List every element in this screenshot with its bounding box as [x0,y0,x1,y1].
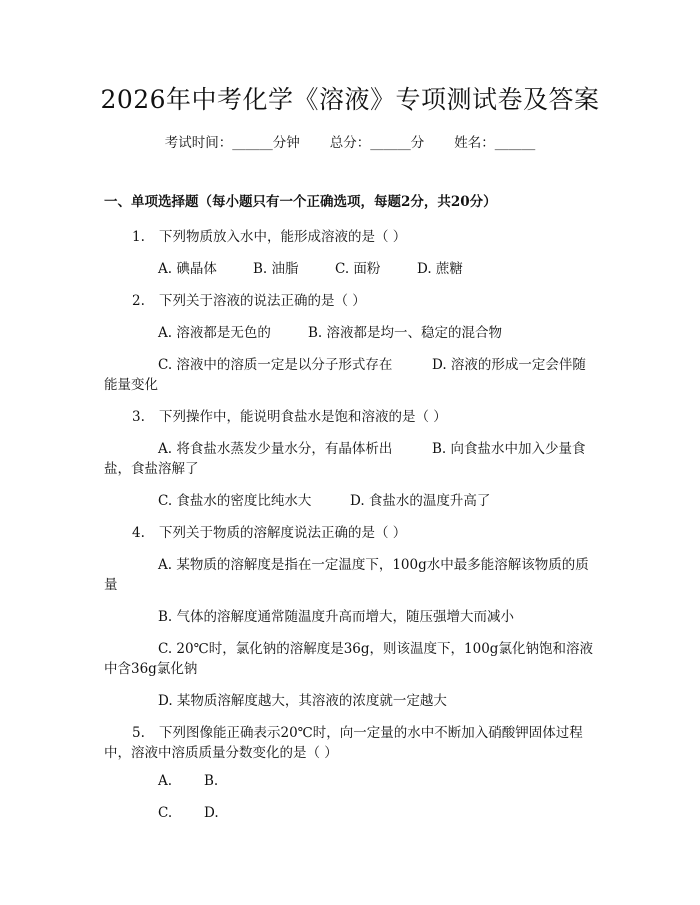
question-stem: 下列关于溶液的说法正确的是（ ） [159,293,366,309]
question-4 [132,521,406,541]
question-number: 4. [132,525,145,541]
option-a: A. 将食盐水蒸发少量水分，有晶体析出 [158,441,393,457]
page-title: 2026年中考化学《溶液》专项测试卷及答案 [100,85,600,114]
question-number: 5. [132,725,145,741]
option-c: C. [158,805,173,821]
name-label: 姓名： [454,135,495,151]
question-5 [132,721,583,741]
option-d: D. [204,805,219,821]
time-label: 考试时间： [164,135,233,151]
name-blank: ______ [494,135,536,151]
option-b: B. 气体的溶解度通常随温度升高而增大，随压强增大而减小 [158,609,515,625]
question-stem-continued: 中，溶液中溶质质量分数变化的是（ ） [104,745,338,761]
option-c: C. 20℃时，氯化钠的溶解度是36g，则该温度下，100g氯化钠饱和溶液 [158,641,593,657]
option-d: D. 食盐水的温度升高了 [350,493,491,509]
question-2 [132,289,366,309]
option-a: A. 溶液都是无色的 [158,325,271,341]
question-3-options-ab [158,437,586,457]
question-stem: 下列操作中，能说明食盐水是饱和溶液的是（ ） [159,409,447,425]
option-b: B. [204,773,219,789]
question-number: 2. [132,293,145,309]
option-b-continued: 盐，食盐溶解了 [104,461,199,477]
question-number: 1. [132,229,145,245]
option-b: B. 向食盐水中加入少量食 [432,441,586,457]
question-2-options-cd [158,353,586,373]
section-heading: 一、单项选择题（每小题只有一个正确选项，每题2分，共20分） [104,194,497,210]
question-3-options-cd [158,489,490,509]
option-b: B. 油脂 [253,261,299,277]
option-a-continued: 量 [104,577,118,593]
option-c: C. 溶液中的溶质一定是以分子形式存在 [158,357,393,373]
option-d: D. 某物质溶解度越大，其溶液的浓度就一定越大 [158,693,447,709]
question-5-options-ab [158,773,218,789]
option-d: D. 蔗糖 [417,261,463,277]
time-unit: 分钟 [272,135,300,151]
question-stem: 下列关于物质的溶解度说法正确的是（ ） [159,525,407,541]
question-1 [132,225,406,245]
option-a: A. 某物质的溶解度是指在一定温度下，100g水中最多能溶解该物质的质 [158,557,589,573]
question-stem: 下列物质放入水中，能形成溶液的是（ ） [159,229,407,245]
option-c-continued: 中含36g氯化钠 [104,661,198,677]
option-d-continued: 能量变化 [104,377,158,393]
exam-info [0,131,700,151]
question-3 [132,405,447,425]
option-c: C. 食盐水的密度比纯水大 [158,493,312,509]
option-b: B. 溶液都是均一、稳定的混合物 [308,325,503,341]
question-5-options-cd [158,805,219,821]
score-unit: 分 [410,135,425,151]
score-label: 总分： [329,135,371,151]
question-2-options-ab [158,321,502,341]
option-d: D. 溶液的形成一定会伴随 [432,357,586,373]
score-blank: ______ [370,135,411,151]
time-blank: ______ [232,135,273,151]
option-c: C. 面粉 [335,261,381,277]
question-1-options [158,257,463,277]
option-a: A. 碘晶体 [158,261,217,277]
question-number: 3. [132,409,145,425]
option-a: A. [158,773,173,789]
question-stem: 下列图像能正确表示20℃时，向一定量的水中不断加入硝酸钾固体过程 [159,725,583,741]
